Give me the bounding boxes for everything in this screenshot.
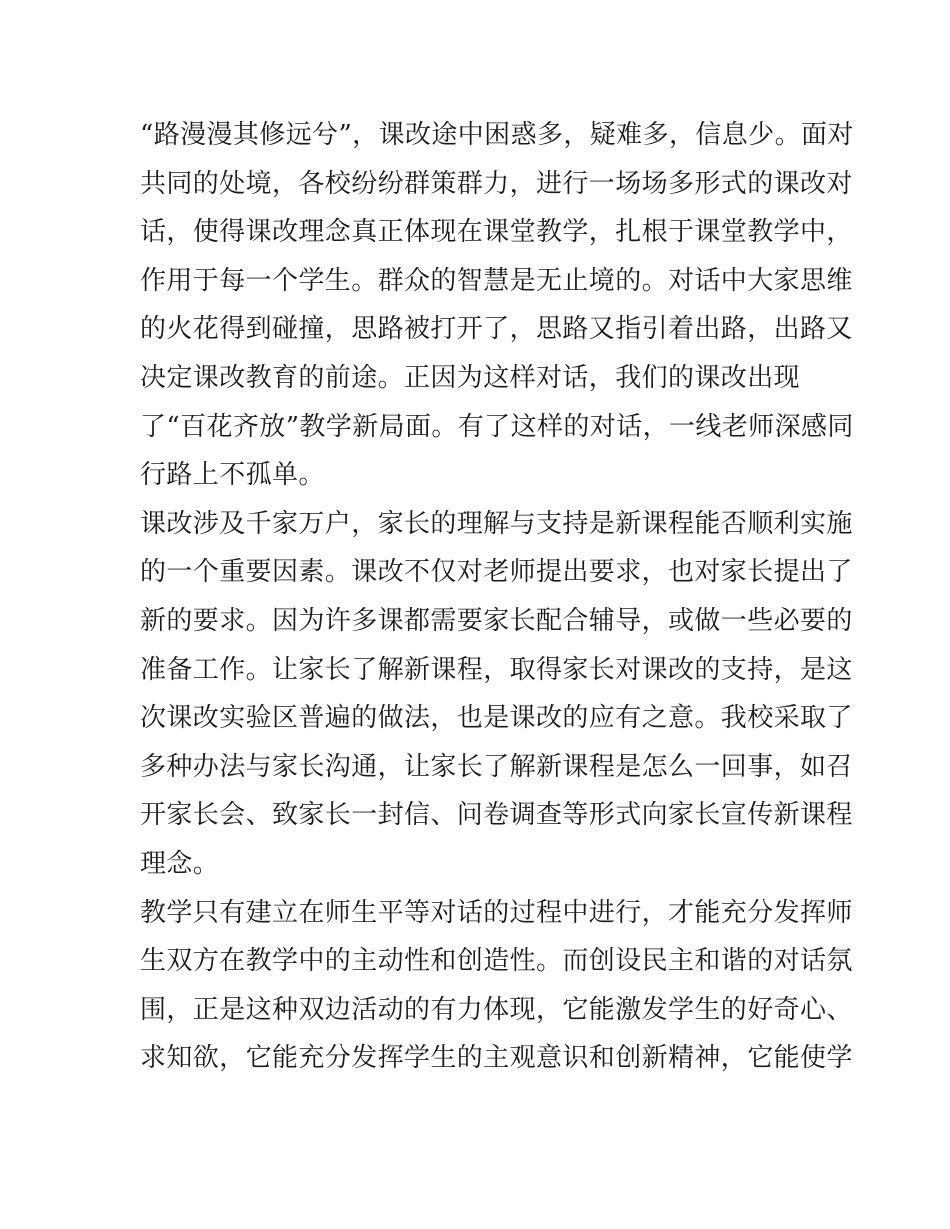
text-line: 作用于每一个学生。群众的智慧是无止境的。对话中大家思维	[140, 265, 853, 296]
text-line: 生双方在教学中的主动性和创造性。而创设民主和谐的对话氛	[140, 946, 853, 977]
text-line: 开家长会、致家长一封信、问卷调查等形式向家长宣传新课程	[140, 800, 853, 831]
text-line: 决定课改教育的前途。正因为这样对话，我们的课改出现	[140, 362, 801, 393]
text-line: 次课改实验区普遍的做法，也是课改的应有之意。我校采取了	[140, 703, 853, 734]
text-line: 教学只有建立在师生平等对话的过程中进行，才能充分发挥师	[140, 897, 853, 928]
text-line: 新的要求。因为许多课都需要家长配合辅导，或做一些必要的	[140, 605, 853, 636]
text-line: 了“百花齐放”教学新局面。有了这样的对话，一线老师深感同	[140, 411, 854, 442]
text-line: 理念。	[140, 848, 220, 879]
text-line: 话，使得课改理念真正体现在课堂教学，扎根于课堂教学中，	[140, 217, 853, 248]
text-line: 多种办法与家长沟通，让家长了解新课程是怎么一回事，如召	[140, 751, 853, 782]
text-line: 行路上不孤单。	[140, 460, 325, 491]
text-line: 课改涉及千家万户，家长的理解与支持是新课程能否顺利实施	[140, 508, 853, 539]
document-body	[140, 111, 854, 1083]
text-line: 的火花得到碰撞，思路被打开了，思路又指引着出路，出路又	[140, 314, 853, 345]
text-line: 求知欲，它能充分发挥学生的主观意识和创新精神，它能使学	[140, 1043, 853, 1074]
text-line: 共同的处境，各校纷纷群策群力，进行一场场多形式的课改对	[140, 168, 853, 199]
text-line: “路漫漫其修远兮”，课改途中困惑多，疑难多，信息少。面对	[140, 120, 854, 150]
text-line: 准备工作。让家长了解新课程，取得家长对课改的支持，是这	[140, 654, 853, 685]
text-line: 围，正是这种双边活动的有力体现，它能激发学生的好奇心、	[140, 994, 853, 1025]
text-line: 的一个重要因素。课改不仅对老师提出要求，也对家长提出了	[140, 557, 853, 588]
